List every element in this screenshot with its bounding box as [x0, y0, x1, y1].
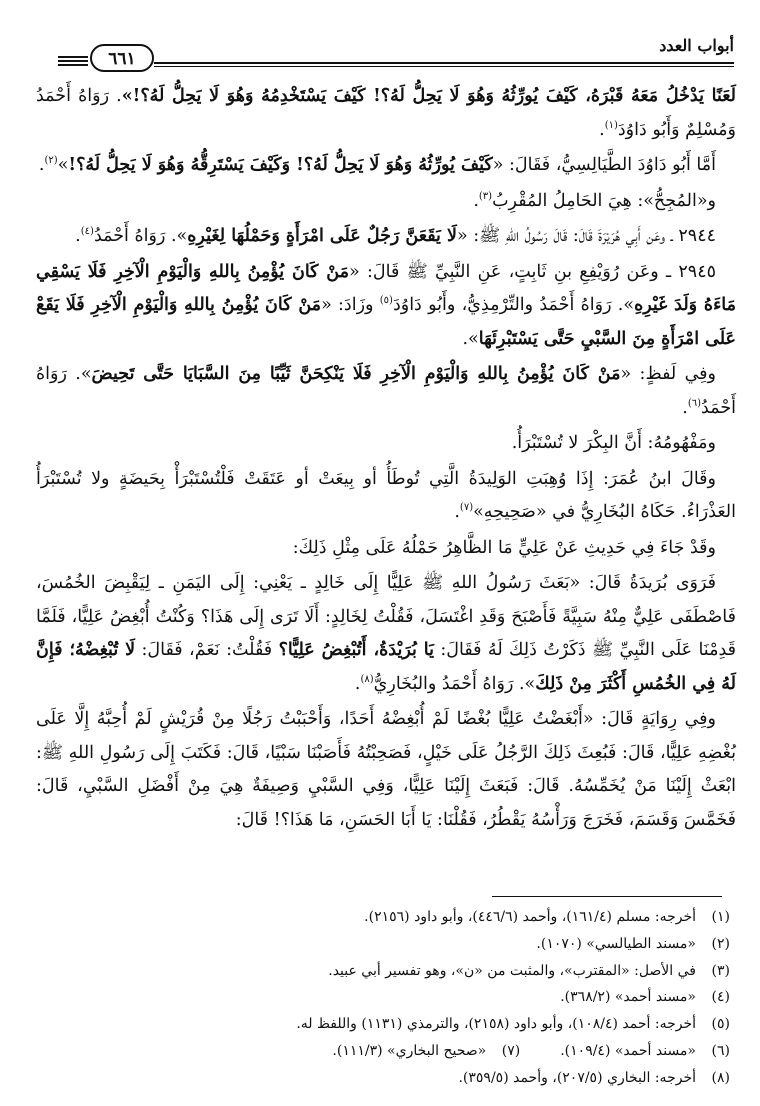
- text: فَرَوَى بُرَيدَةُ قَالَ: «بَعَثَ رَسُولُ اللهِ ﷺ عَلِيًّا إِلَى خَالِدٍ ـ يَعْنِي: إِلَى اليَمَنِ ـ لِيَقْبِضَ الخُمُسَ، فَاصْطَفَى عَلِيٌّ مِنْهُ سَبِيَّةً فَأَصْبَحَ وَقَدِ اغْتَسَلَ، فَقُلْتُ لِخَالِدٍ: أَلَا تَرَى إِلَى هَذَا؟ وَكُنْتُ أُبْغِضُ عَلِيًّا، فَلَمَّا قَدِمْنَا عَلَى النَّبِيِّ ﷺ ذَكَرْتُ ذَلِكَ لَهُ فَقَالَ:: [36, 573, 736, 660]
- page-header: [54, 30, 734, 70]
- paragraph: [36, 567, 736, 701]
- page-number: ٦٦١: [90, 44, 154, 72]
- paragraph: [36, 703, 736, 837]
- footnote-number: (١): [711, 909, 730, 925]
- text: و«المُجِحُّ»: هِيَ الحَامِلُ المُقْرِبُ: [492, 190, 716, 211]
- footnote-text: «مسند أحمد» (٣٦٨/٢).: [560, 989, 696, 1006]
- footnote-number: (٤): [711, 989, 730, 1006]
- footnote-number: (٧): [501, 1042, 521, 1059]
- text: .: [454, 502, 460, 522]
- footnote-ref[interactable]: (٧): [459, 502, 474, 514]
- text: فَقُلْتُ: نَعَمْ، فَقَالَ:: [135, 640, 279, 660]
- footnote: [40, 958, 730, 985]
- hadith-text: يَا بُرَيْدَةُ، أَتُبْغِضُ عَلِيًّا؟: [278, 640, 434, 660]
- text: أَمَّا أَبُو دَاوُدَ الطَّيَالِسِيُّ، فَقَالَ: «: [492, 155, 716, 175]
- text: ٢٩٤٤ ـ وعَن أَبِي هُرَيْرَةَ قَالَ: قَالَ رَسُولُ اللهِ ﷺ: «: [457, 226, 716, 246]
- footnote: [40, 1038, 730, 1065]
- footnote-ref[interactable]: (٣): [478, 190, 493, 202]
- hadith-text: مَنْ كَانَ يُؤْمِنُ بِاللهِ وَالْيَوْمِ الْآخِرِ فَلَا يَنْكِحَنَّ ثَيِّبًا مِنَ السَّبَايَا حَتَّى تَحِيضَ: [91, 364, 621, 384]
- text: ٢٩٤٥ ـ وعَن رُوَيْفِعِ بنِ ثَابِتٍ، عَنِ النَّبِيِّ ﷺ قَالَ: «: [349, 261, 717, 282]
- paragraph: [36, 256, 736, 357]
- footnote: [40, 931, 730, 958]
- footnote-ref[interactable]: (٢): [44, 155, 58, 167]
- text: وفِي لَفظٍ: «: [620, 364, 716, 384]
- text: .: [38, 155, 45, 175]
- footnote-ref[interactable]: (٥): [379, 295, 393, 307]
- chapter-title: أبواب العدد: [659, 36, 734, 55]
- footnote-ref[interactable]: (٦): [687, 397, 702, 409]
- footnote-text: «مسند أحمد» (١٠٩/٤).: [560, 1042, 696, 1059]
- footnote-text: أخرجه: أحمد (١٠٨/٤)، وأبو داود (٢١٥٨)، والترمذي (١١٣١) واللفظ له.: [296, 1016, 696, 1033]
- main-text: [36, 80, 736, 839]
- footnote-text: أخرجه: البخاري (٢٠٧/٥)، وأحمد (٣٥٩/٥).: [458, 1069, 696, 1086]
- footnote-text: أخرجه: مسلم (١٦١/٤)، وأحمد (٤٤٦/٦)، وأبو داود (٢١٥٦).: [364, 909, 696, 925]
- footnote-text: «مسند الطيالسي» (١٠٧٠).: [536, 935, 696, 952]
- text: ». رَوَاهُ أَحْمَدُ: [93, 226, 188, 246]
- footnote-number: (٣): [711, 962, 730, 979]
- hadith-text: لَا يَقَعَنَّ رَجُلٌ عَلَى امْرَأَةٍ وَحَمْلُهَا لِغَيْرِهِ: [187, 226, 457, 246]
- footnote-ref[interactable]: (٨): [360, 673, 374, 685]
- text: .: [682, 397, 688, 418]
- paragraph: [36, 149, 736, 183]
- text: وزَادَ: «: [321, 295, 380, 315]
- footnote-number: (٨): [711, 1069, 730, 1086]
- hadith-text: لَعَنًا يَدْخُلُ مَعَهُ قَبْرَهُ، كَيْفَ يُورِّثُهُ وَهُوَ لَا يَحِلُّ لَهُ؟! كَيْفَ يَسْتَخْدِمُهُ وَهُوَ لَا يَحِلُّ لَهُ؟!»: [121, 86, 736, 106]
- paragraph: [36, 427, 736, 461]
- footnote-text: «صحيح البخاري» (١١١/٣).: [332, 1042, 487, 1059]
- footnote-ref[interactable]: (١): [604, 119, 618, 131]
- footnote: [40, 984, 730, 1011]
- header-ornament: [58, 56, 88, 66]
- text: .: [354, 673, 361, 694]
- text: ». رَوَاهُ أَحْمَدُ والتِّرْمِذِيُّ، وأَبُو دَاوُدَ: [392, 295, 635, 315]
- text: ». رَوَاهُ أَحْمَدُ: [36, 364, 736, 418]
- hadith-text: مَنْ كَانَ يُؤْمِنُ بِاللهِ وَالْيَوْمِ الْآخِرِ فَلَا يَقَعْ عَلَى امْرَأَةٍ مِنَ السَّبْيِ حَتَّى يَسْتَبْرِئَهَا: [36, 295, 736, 349]
- paragraph: [36, 80, 736, 147]
- footnote: [40, 904, 730, 931]
- paragraph: [36, 463, 736, 530]
- footnote: [40, 1065, 730, 1092]
- footnote-number: (٦): [711, 1042, 730, 1059]
- header-rule: [154, 62, 734, 67]
- text: وقَالَ ابنُ عُمَرَ: إِذَا وُهِبَتِ الوَلِيدَةُ الَّتِي تُوطَأُ أو بِيعَتْ أو عَتَقَتْ فَلْتُسْتَبْرَأْ بِحَيضَةٍ ولا تُسْتَبْرَأُ العَذْرَاءُ. حَكَاهُ البُخَارِيُّ في «صَحِيحِهِ»: [36, 468, 736, 522]
- footnotes: [40, 904, 730, 1092]
- text: . رَوَاهُ أَحْمَدُ وَمُسْلِمٌ وَأَبُو دَاوُدَ: [36, 86, 736, 140]
- footnote-text: في الأصل: «المقترب»، والمثبت من «ن»، وهو تفسير أبي عبيد.: [328, 962, 696, 979]
- paragraph: [36, 532, 736, 566]
- paragraph: [36, 358, 736, 425]
- text: ومَفْهُومُهُ: أَنَّ البِكْرَ لا تُسْتَبْرَأُ.: [511, 433, 716, 453]
- text: .: [599, 119, 605, 140]
- text: وفِي رِوَايَةٍ قَالَ: «أَبْغَضْتُ عَلِيًّا بُغْضًا لَمْ أُبْغِضْهُ أَحَدًا، وَأَحْبَبْتُ رَجُلًا مِنْ قُرَيْشٍ لَمْ أُحِبَّهُ إِلَّا عَلَى بُغْضِهِ عَلِيًّا، قَالَ: فَبُعِثَ ذَلِكَ الرَّجُلُ عَلَى خَيْلٍ، فَصَحِبْتُهُ فَأَصَبْنَا سَبْيًا، قَالَ: فَكَتَبَ إِلَى رَسُولِ اللهِ ﷺ: ابْعَثْ إِلَيْنَا مَنْ يُخَمِّسُهُ. قَالَ: فَبَعَثَ إِلَيْنَا عَلِيًّا، وَفِي السَّبْيِ وَصِيفَةٌ هِيَ مِنْ أَفْضَلِ السَّبْيِ، قَالَ: فَخَمَّسَ وَقَسَمَ، فَخَرَجَ وَرَأْسُهُ يَقْطُرُ، فَقُلْنَا: يَا أَبَا الحَسَنِ، مَا هَذَا؟! قَالَ:: [36, 709, 736, 830]
- text: ». رَوَاهُ أَحْمَدُ والبُخَارِيُّ: [373, 673, 536, 694]
- paragraph: [36, 185, 736, 219]
- text: .: [473, 190, 479, 211]
- text: »: [57, 155, 69, 175]
- hadith-text: كَيْفَ يُورِّثُهُ وَهُوَ لَا يَحِلُّ لَهُ؟! وَكَيْفَ يَسْتَرِقُّهُ وَهُوَ لَا يَحِلُّ لَهُ؟!: [68, 155, 493, 175]
- text: .: [75, 226, 81, 246]
- footnote-number: (٥): [711, 1016, 730, 1033]
- footnote-separator: [492, 896, 722, 897]
- hadith-text: لَا تُبْغِضْهُ؛ فَإِنَّ لَهُ فِي الخُمُسِ أَكْثَرَ مِنْ ذَلِكَ: [36, 640, 736, 694]
- text: ».: [462, 328, 479, 349]
- footnote: [40, 1011, 730, 1038]
- hadith-text: مَنْ كَانَ يُؤْمِنُ بِاللهِ وَالْيَوْمِ الْآخِرِ فَلَا يَسْقِي مَاءَهُ وَلَدَ غَيْرِهِ: [36, 261, 736, 315]
- text: وقَدْ جَاءَ فِي حَدِيثِ عَنْ عَلِيٍّ مَا الظَّاهِرُ حَمْلُهُ عَلَى مِثْلِ ذَلِكَ:: [292, 537, 716, 558]
- footnote-number: (٢): [711, 935, 730, 952]
- footnote-ref[interactable]: (٤): [80, 226, 94, 238]
- paragraph: [36, 220, 736, 254]
